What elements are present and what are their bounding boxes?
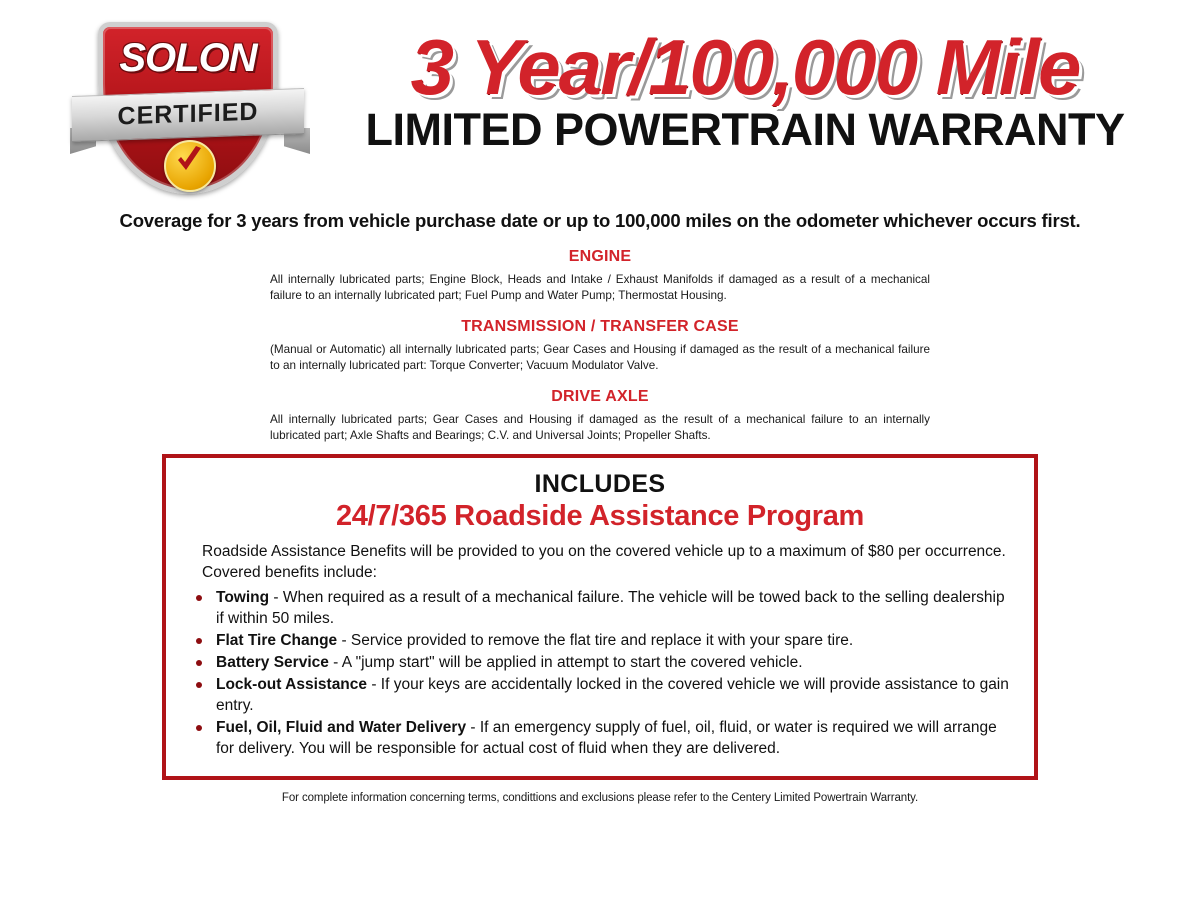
benefit-text: - If your keys are accidentally locked in the covered vehicle we will provide assistance to gain entry. xyxy=(216,676,1009,714)
headline-primary: 3 Year/100,000 Mile xyxy=(410,23,1080,111)
footnote: For complete information concerning terms, condittions and exclusions please refer to the Centery Limited Powertrain Warranty. xyxy=(281,792,919,804)
includes-intro: Roadside Assistance Benefits will be provided to you on the covered vehicle up to a maximum of $80 per occurrence. Covered benefits include: xyxy=(202,543,1006,581)
covered-components xyxy=(270,246,930,444)
bullet-icon xyxy=(196,660,202,666)
roadside-assistance-box xyxy=(162,454,1038,780)
section-title: TRANSMISSION / TRANSFER CASE xyxy=(461,318,739,335)
bullet-icon xyxy=(196,638,202,644)
coverage-statement: Coverage for 3 years from vehicle purchase date or up to 100,000 miles on the odometer whichever occurs first. xyxy=(119,210,1081,231)
benefit-label: Fuel, Oil, Fluid and Water Delivery xyxy=(216,719,467,736)
includes-title: INCLUDES xyxy=(534,470,666,498)
benefits-list xyxy=(188,587,1012,759)
list-item xyxy=(188,652,1012,673)
bullet-icon xyxy=(196,595,202,601)
section-body: All internally lubricated parts; Engine Block, Heads and Intake / Exhaust Manifolds if damaged as a result of a mechanical failure to an internally lubricated part; Fuel Pump and Water Pump; Thermostat Housing. xyxy=(270,273,930,302)
section-body: All internally lubricated parts; Gear Cases and Housing if damaged as the result of a mechanical failure to an internally lubricated part; Axle Shafts and Bearings; C.V. and Universal Joints; Propeller Shafts. xyxy=(270,413,930,442)
benefit-text: - Service provided to remove the flat tire and replace it with your spare tire. xyxy=(337,632,854,649)
headline-secondary: LIMITED POWERTRAIN WARRANTY xyxy=(365,104,1125,155)
check-icon xyxy=(174,146,204,178)
section-drive-axle xyxy=(270,388,930,444)
benefit-text: - A "jump start" will be applied in attempt to start the covered vehicle. xyxy=(328,654,803,671)
section-transmission xyxy=(270,318,930,374)
benefit-label: Battery Service xyxy=(216,654,329,671)
benefit-label: Towing xyxy=(216,589,270,606)
header xyxy=(0,0,1200,200)
certified-label: CERTIFIED xyxy=(117,97,259,131)
benefit-label: Flat Tire Change xyxy=(216,632,338,649)
brand-wordmark: SOLON xyxy=(119,36,257,80)
list-item xyxy=(188,717,1012,759)
list-item xyxy=(188,630,1012,651)
benefit-text: - When required as a result of a mechanical failure. The vehicle will be towed back to the selling dealership if within 50 miles. xyxy=(216,589,1005,627)
benefit-label: Lock-out Assistance xyxy=(216,676,368,693)
section-engine xyxy=(270,248,930,304)
includes-subtitle: 24/7/365 Roadside Assistance Program xyxy=(335,500,865,532)
list-item xyxy=(188,587,1012,629)
benefit-text: - If an emergency supply of fuel, oil, fluid, or water is required we will arrange for delivery. You will be responsible for actual cost of fluid when they are delivered. xyxy=(216,719,997,757)
certified-badge xyxy=(60,14,320,199)
list-item xyxy=(188,674,1012,716)
bullet-icon xyxy=(196,725,202,731)
section-title: ENGINE xyxy=(568,248,632,265)
bullet-icon xyxy=(196,682,202,688)
section-body: (Manual or Automatic) all internally lubricated parts; Gear Cases and Housing if damaged as the result of a mechanical failure to an internally lubricated part: Torque Converter; Vacuum Modulator Valve. xyxy=(270,343,930,372)
headline-block xyxy=(320,14,1170,156)
section-title: DRIVE AXLE xyxy=(551,388,649,405)
